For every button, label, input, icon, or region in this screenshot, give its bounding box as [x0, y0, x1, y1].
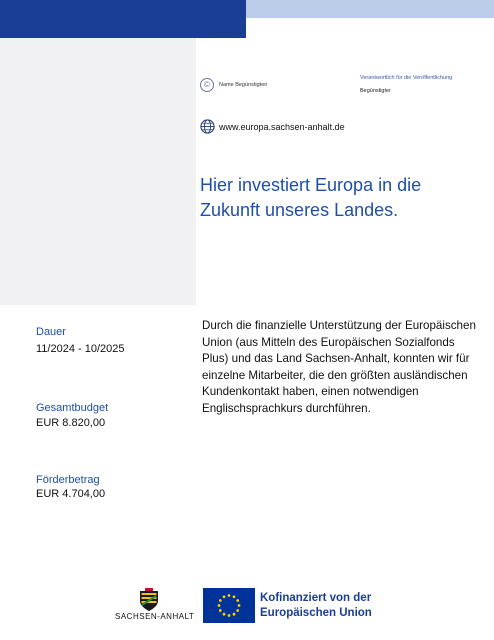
- funding-label: Förderbetrag: [36, 474, 100, 486]
- eu-cofunding-text: [260, 591, 410, 621]
- globe-icon: [200, 119, 215, 134]
- duration-label: Dauer: [36, 326, 66, 338]
- headline-line-1: Hier investiert Europa in die: [200, 175, 422, 195]
- project-description: Durch die finanzielle Unterstützung der Europäischen Union (aus Mitteln des Europäischen Sozialfonds Plus) und das Land Sachsen-Anhalt, konnten wir für einzelne Mitarbeiter, die den größten ausländischen Kundenkontakt haben, einen notwendigen Englischsprachkurs durchführen.: [202, 319, 476, 415]
- budget-label: Gesamtbudget: [36, 402, 109, 414]
- copyright-icon: ©: [200, 78, 214, 92]
- beneficiary-name-label: Name Begünstigten: [219, 82, 268, 88]
- eu-flag-icon: [203, 588, 255, 623]
- headline-line-2: Zukunft unseres Landes.: [200, 200, 399, 220]
- state-name: SACHSEN-ANHALT: [115, 612, 195, 621]
- responsible-title: Verantwortlich für die Veröffentlichung: [360, 75, 453, 81]
- top-banner-accent: [246, 0, 494, 18]
- budget-value: EUR 8.820,00: [36, 417, 106, 429]
- website-link[interactable]: www.europa.sachsen-anhalt.de: [219, 122, 345, 132]
- top-banner-bar: [0, 0, 246, 38]
- duration-value: 11/2024 - 10/2025: [36, 343, 125, 355]
- responsible-value: Begünstigter: [360, 88, 391, 94]
- coat-of-arms-icon: [138, 588, 160, 612]
- eu-text-line-2: Europäischen Union: [260, 607, 372, 619]
- eu-text-line-1: Kofinanziert von der: [260, 592, 372, 604]
- headline: [200, 173, 460, 223]
- left-image-panel: [0, 38, 196, 305]
- funding-value: EUR 4.704,00: [36, 488, 106, 500]
